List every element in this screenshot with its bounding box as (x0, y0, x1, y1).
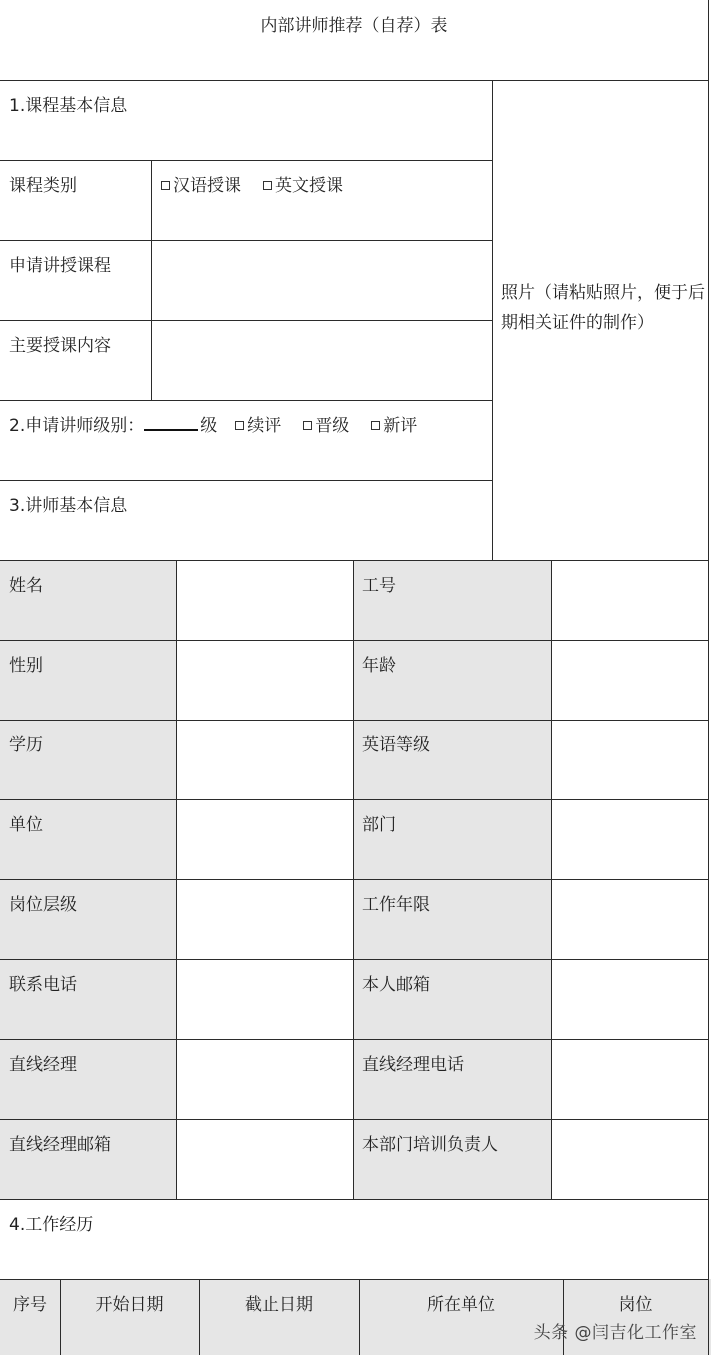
section2-line (9, 415, 439, 437)
course-type-label: 课程类别 (9, 176, 77, 196)
field-department[interactable] (552, 800, 708, 879)
col-employer: 所在单位 (427, 1295, 495, 1315)
field-manager[interactable] (177, 1040, 353, 1119)
checkbox-icon[interactable] (303, 421, 312, 430)
option-english[interactable]: 英文授课 (263, 176, 343, 196)
work-header-bg (0, 1279, 711, 1355)
field-work-years[interactable] (552, 880, 708, 959)
label-gender: 性别 (9, 656, 43, 676)
form-title: 内部讲师推荐（自荐）表 (260, 16, 448, 36)
checkbox-icon[interactable] (235, 421, 244, 430)
label-position-level: 岗位层级 (9, 895, 77, 915)
label-manager-phone: 直线经理电话 (362, 1055, 464, 1075)
main-content-label: 主要授课内容 (9, 336, 111, 356)
col-end-date: 截止日期 (245, 1295, 313, 1315)
label-manager-email: 直线经理邮箱 (9, 1135, 111, 1155)
field-training-owner[interactable] (552, 1120, 708, 1199)
apply-course-field[interactable] (152, 241, 492, 320)
field-education[interactable] (177, 721, 353, 799)
label-unit: 单位 (9, 815, 43, 835)
option-promote[interactable]: 晋级 (303, 416, 349, 436)
col-start-date: 开始日期 (95, 1295, 164, 1315)
option-new[interactable]: 新评 (371, 416, 417, 436)
field-age[interactable] (552, 641, 708, 720)
label-employee-id: 工号 (362, 576, 396, 596)
col-index: 序号 (13, 1295, 47, 1315)
label-english-level: 英语等级 (362, 735, 430, 755)
checkbox-icon[interactable] (263, 181, 272, 190)
field-unit[interactable] (177, 800, 353, 879)
label-manager: 直线经理 (9, 1055, 77, 1075)
course-type-options (161, 175, 365, 197)
section2-heading: 2.申请讲师级别： (9, 416, 145, 436)
label-education: 学历 (9, 735, 43, 755)
section3-heading: 3.讲师基本信息 (9, 496, 128, 516)
field-phone[interactable] (177, 960, 353, 1039)
section4-heading: 4.工作经历 (9, 1215, 94, 1235)
section1-heading: 1.课程基本信息 (9, 96, 128, 116)
label-work-years: 工作年限 (362, 895, 430, 915)
checkbox-icon[interactable] (161, 181, 170, 190)
apply-course-label: 申请讲授课程 (9, 256, 111, 276)
label-department: 部门 (362, 815, 396, 835)
field-gender[interactable] (177, 641, 353, 720)
field-manager-phone[interactable] (552, 1040, 708, 1119)
label-training-owner: 本部门培训负责人 (362, 1135, 498, 1155)
label-age: 年龄 (362, 656, 396, 676)
level-suffix: 级 (200, 416, 218, 436)
label-phone: 联系电话 (9, 975, 77, 995)
field-name[interactable] (177, 561, 353, 640)
field-manager-email[interactable] (177, 1120, 353, 1199)
option-chinese[interactable]: 汉语授课 (161, 176, 241, 196)
photo-note: 照片（请粘贴照片，便于后期相关证件的制作） (501, 283, 705, 333)
level-blank[interactable] (144, 415, 198, 431)
col-position: 岗位 (618, 1295, 653, 1315)
field-employee-id[interactable] (552, 561, 708, 640)
field-english-level[interactable] (552, 721, 708, 799)
label-email: 本人邮箱 (362, 975, 430, 995)
main-content-field[interactable] (152, 321, 492, 400)
label-name: 姓名 (9, 576, 43, 596)
field-position-level[interactable] (177, 880, 353, 959)
watermark: 头条 @闫吉化工作室 (533, 1323, 697, 1343)
checkbox-icon[interactable] (371, 421, 380, 430)
option-renew[interactable]: 续评 (235, 416, 281, 436)
field-email[interactable] (552, 960, 708, 1039)
